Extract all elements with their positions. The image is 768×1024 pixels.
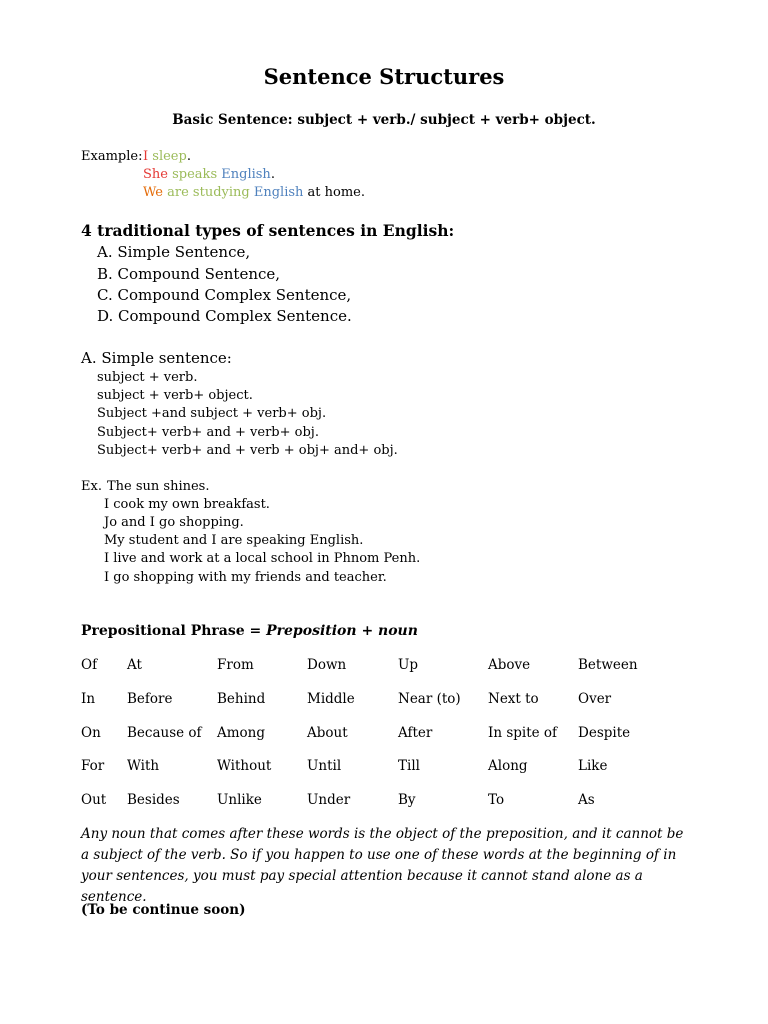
preposition-cell: Like xyxy=(578,758,608,774)
preposition-cell: Besides xyxy=(127,792,180,808)
example-sentence: The sun shines. xyxy=(107,479,210,494)
type-item: B. Compound Sentence, xyxy=(97,265,281,283)
example-label: Example: xyxy=(81,149,143,164)
preposition-cell: Middle xyxy=(307,691,355,707)
preposition-cell: Next to xyxy=(488,691,539,707)
preposition-cell: With xyxy=(127,758,160,774)
preposition-cell: Behind xyxy=(217,691,266,707)
example-word: . xyxy=(270,167,275,182)
example-word: English xyxy=(253,185,304,200)
prep-heading-label: Prepositional Phrase = xyxy=(81,623,267,639)
preposition-cell: Despite xyxy=(578,725,631,741)
prep-heading xyxy=(81,623,418,639)
example-sentence: Jo and I go shopping. xyxy=(104,515,244,530)
preposition-cell: Between xyxy=(578,657,638,673)
preposition-cell: As xyxy=(578,792,595,808)
example-line xyxy=(143,167,275,182)
pattern-item: Subject+ verb+ and + verb + obj+ and+ obj. xyxy=(97,443,398,458)
preposition-cell: Under xyxy=(307,792,351,808)
pattern-item: subject + verb+ object. xyxy=(97,388,253,403)
simple-heading: A. Simple sentence: xyxy=(81,349,232,367)
example-word: She xyxy=(143,167,168,182)
preposition-cell: After xyxy=(398,725,433,741)
type-item: D. Compound Complex Sentence. xyxy=(97,307,352,325)
pattern-item: Subject +and subject + verb+ obj. xyxy=(97,406,327,421)
preposition-cell: Along xyxy=(488,758,528,774)
example-word: sleep xyxy=(152,149,187,164)
pattern-item: Subject+ verb+ and + verb+ obj. xyxy=(97,425,319,440)
example-word: English xyxy=(221,167,271,182)
example-sentence: I live and work at a local school in Phnom Penh. xyxy=(104,551,421,566)
example-word: speaks xyxy=(172,167,218,182)
example-word: are studying xyxy=(167,185,250,200)
preposition-cell: Out xyxy=(81,792,107,808)
type-item: C. Compound Complex Sentence, xyxy=(97,286,352,304)
preposition-cell: Down xyxy=(307,657,347,673)
preposition-cell: On xyxy=(81,725,101,741)
preposition-cell: Unlike xyxy=(217,792,262,808)
continue-note: (To be continue soon) xyxy=(81,902,246,918)
example-line xyxy=(143,185,365,200)
preposition-cell: In spite of xyxy=(488,725,558,741)
preposition-cell: At xyxy=(127,657,142,673)
example-sentence: I cook my own breakfast. xyxy=(104,497,270,512)
page-title: Sentence Structures xyxy=(263,64,505,89)
ex-label: Ex. xyxy=(81,479,102,494)
basic-sentence-rule: Basic Sentence: subject + verb./ subject + verb+ object. xyxy=(172,112,596,128)
pattern-item: subject + verb. xyxy=(97,370,198,385)
preposition-cell: Without xyxy=(217,758,272,774)
preposition-cell: Because of xyxy=(127,725,202,741)
example-sentence: I go shopping with my friends and teacher. xyxy=(104,570,387,585)
preposition-cell: To xyxy=(488,792,505,808)
preposition-note: Any noun that comes after these words is the object of the preposition, and it cannot be a subject of the verb. So if you happen to use one of these words at the beginning of in your sentences, you must pay special attention because it cannot stand alone as a sentence. xyxy=(81,826,684,905)
preposition-cell: Over xyxy=(578,691,612,707)
type-item: A. Simple Sentence, xyxy=(97,243,251,261)
preposition-cell: Until xyxy=(307,758,342,774)
preposition-cell: Till xyxy=(398,758,420,774)
preposition-cell: Before xyxy=(127,691,173,707)
preposition-cell: About xyxy=(307,725,348,741)
preposition-cell: In xyxy=(81,691,96,707)
preposition-cell: Up xyxy=(398,657,419,673)
example-word: I xyxy=(143,149,149,164)
example-word: at home. xyxy=(303,185,365,200)
preposition-cell: Near (to) xyxy=(398,691,461,707)
preposition-cell: Among xyxy=(217,725,266,741)
preposition-cell: From xyxy=(217,657,254,673)
example-sentence: My student and I are speaking English. xyxy=(104,533,364,548)
prep-heading-formula: Preposition + noun xyxy=(266,623,418,639)
preposition-cell: Of xyxy=(81,657,98,673)
preposition-cell: By xyxy=(398,792,416,808)
example-word: We xyxy=(143,185,163,200)
types-heading: 4 traditional types of sentences in English: xyxy=(81,221,455,240)
preposition-cell: Above xyxy=(488,657,531,673)
example-line xyxy=(143,149,191,164)
preposition-cell: For xyxy=(81,758,105,774)
example-word: . xyxy=(186,149,191,164)
